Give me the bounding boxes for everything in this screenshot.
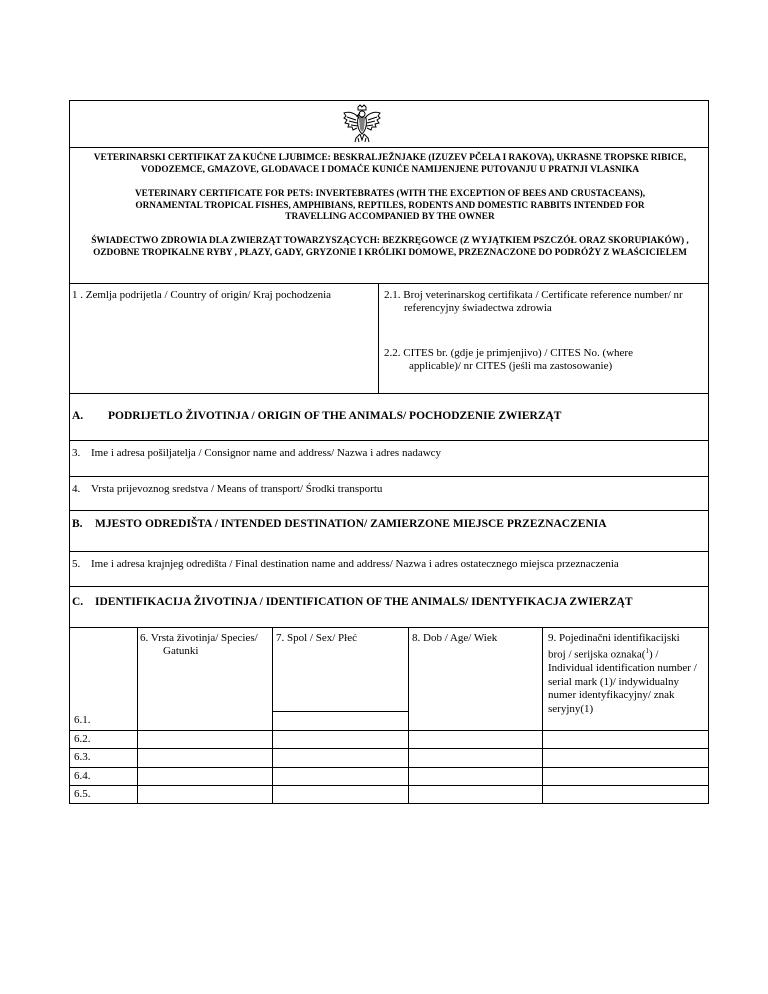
table-col-divider-1 (137, 627, 138, 804)
column-header-identification-line6: seryjny(1) (548, 702, 594, 715)
column-header-identification-line5: numer identyfikacyjny/ znak (548, 689, 675, 702)
title-english: VETERINARY CERTIFICATE FOR PETS: INVERTEBRATES (WITH THE EXCEPTION OF BEES AND CRUSTACEANS), ORNAMENTAL TROPICAL FISHES, AMPHIBIANS, REPTILES, RODENTS AND DOMESTIC RABBITS INTENDED FOR TRAVELLING ACCOMPANIED BY THE OWNER (134, 189, 646, 222)
table-row-label-6-4: 6.4. (74, 770, 91, 782)
column-header-identification-line2: broj / serijska oznaka( (548, 649, 646, 662)
row-separator-2 (69, 440, 709, 441)
field-cites-number-line2: applicable)/ nr CITES (jeśli ma zastosowanie) (409, 360, 613, 372)
column-header-species: 6. Vrsta životinja/ Species/ (140, 632, 258, 644)
table-row-label-6-2: 6.2. (74, 733, 91, 745)
row-separator-3 (69, 476, 709, 477)
column-header-sex: 7. Spol / Sex/ Płeć (276, 632, 357, 644)
field-certificate-reference-number-line2: referencyjny świadectwa zdrowia (404, 302, 552, 314)
section-c-title: IDENTIFIKACIJA ŽIVOTINJA / IDENTIFICATION OF THE ANIMALS/ IDENTYFIKACJA ZWIERZĄT (95, 596, 633, 608)
table-col-divider-3 (408, 627, 409, 804)
table-row-label-6-1: 6.1. (74, 714, 91, 726)
section-b-title: MJESTO ODREDIŠTA / INTENDED DESTINATION/ ZAMIERZONE MIEJSCE PRZEZNACZENIA (95, 518, 607, 530)
footnote-1-marker: 1 (645, 647, 649, 656)
field5-number: 5. (72, 558, 81, 570)
field-means-of-transport[interactable]: Vrsta prijevoznog sredstva / Means of transport/ Środki transportu (91, 483, 383, 495)
titles-separator (69, 283, 709, 284)
column-header-identification-line4: serial mark (1)/ indywidualny (548, 675, 680, 688)
table-col-divider-2 (272, 627, 273, 804)
row-separator-4 (69, 510, 709, 511)
table-col-divider-4 (542, 627, 543, 804)
column-header-identification-line2-end: ) / (648, 649, 659, 662)
section-a-letter: A. (72, 410, 84, 422)
field3-number: 3. (72, 447, 81, 459)
emblem-separator (69, 147, 709, 148)
frame-bottom (69, 803, 709, 804)
table-row-line-3 (69, 767, 709, 768)
sex-column-subline (272, 711, 408, 712)
title-polish: ŚWIADECTWO ZDROWIA DLA ZWIERZĄT TOWARZYSZĄCYCH: BEZKRĘGOWCE (Z WYJĄTKIEM PSZCZÓŁ ORAZ SKORUPIAKÓW) , OZDOBNE TROPIKALNE RYBY , PŁAZY, GADY, GRYZONIE I KRÓLIKI DOMOWE, PRZEZNACZONE DO PODRÓŻY Z WŁAŚCICIELEM (91, 236, 689, 258)
column-header-identification-line1: 9. Pojedinačni identifikacijski (548, 632, 680, 644)
title-croatian: VETERINARSKI CERTIFIKAT ZA KUĆNE LJUBIMCE: BESKRALJEŽNJAKE (IZUZEV PČELA I RAKOVA), UKRASNE TROPSKE RIBICE, VODOZEMCE, GMAZOVE, GLODAVACE I DOMAĆE KUNIĆE NAMIJENJENE PUTOVANJU U PRATNJI VLASNIKA (93, 153, 687, 175)
row-separator-6 (69, 586, 709, 587)
polish-eagle-emblem-icon (341, 104, 383, 144)
field-cites-number[interactable]: 2.2. CITES br. (gdje je primjenjivo) / CITES No. (where (384, 347, 633, 359)
column-header-age: 8. Dob / Age/ Wiek (412, 632, 498, 644)
table-row-line-1 (69, 730, 709, 731)
frame-top (69, 100, 709, 101)
field-consignor-name-address[interactable]: Ime i adresa pošiljatelja / Consignor name and address/ Nazwa i adres nadawcy (91, 447, 442, 459)
field-country-of-origin[interactable]: 1 . Zemlja podrijetla / Country of origin/ Kraj pochodzenia (72, 289, 332, 301)
section-b-letter: B. (72, 518, 83, 530)
field1-divider (378, 283, 379, 393)
column-header-species-line2: Gatunki (163, 645, 199, 657)
column-header-identification-line3: Individual identification number / (548, 662, 697, 675)
row-separator-5 (69, 551, 709, 552)
field4-number: 4. (72, 483, 81, 495)
section-c-letter: C. (72, 596, 84, 608)
row-separator-1 (69, 393, 709, 394)
frame-right (708, 100, 709, 804)
section-a-title: PODRIJETLO ŽIVOTINJA / ORIGIN OF THE ANIMALS/ POCHODZENIE ZWIERZĄT (108, 410, 562, 422)
table-row-label-6-3: 6.3. (74, 751, 91, 763)
frame-left (69, 100, 70, 804)
field-final-destination[interactable]: Ime i adresa krajnjeg odredišta / Final destination name and address/ Nazwa i adres ostatecznego miejsca przeznaczenia (91, 558, 619, 570)
field-certificate-reference-number[interactable]: 2.1. Broj veterinarskog certifikata / Certificate reference number/ nr (384, 289, 683, 301)
table-row-label-6-5: 6.5. (74, 788, 91, 800)
table-row-line-4 (69, 785, 709, 786)
table-top (69, 627, 709, 628)
table-row-line-2 (69, 748, 709, 749)
column-header-identification (548, 632, 706, 716)
